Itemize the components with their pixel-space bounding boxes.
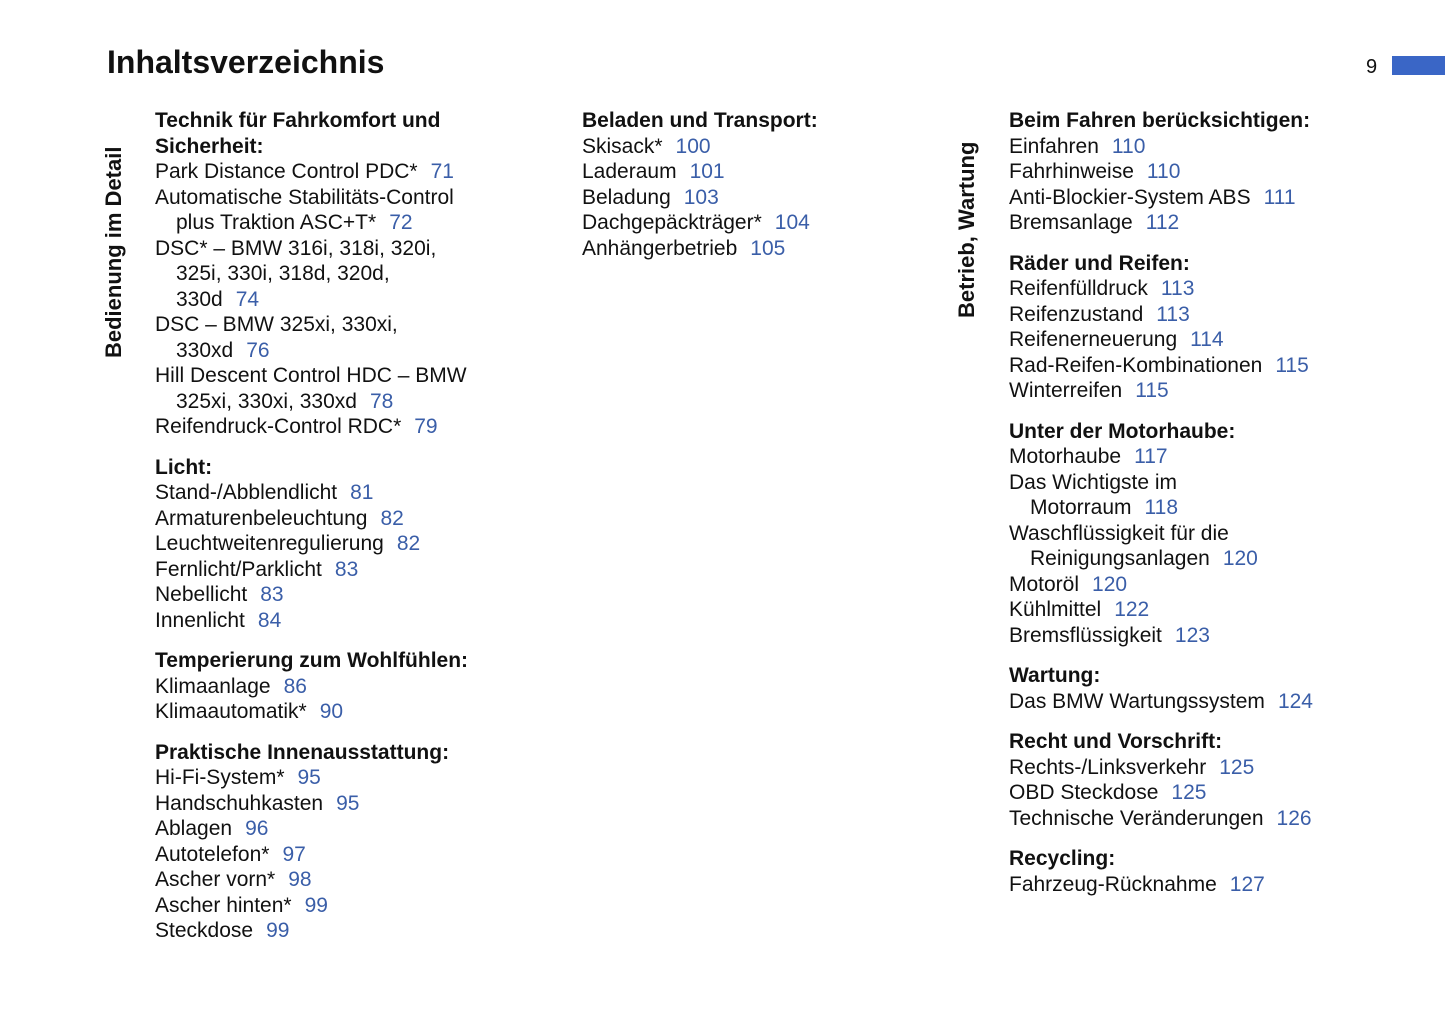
section-heading: Beladen und Transport: — [582, 109, 818, 132]
page-reference-link[interactable]: 118 — [1144, 496, 1179, 519]
toc-column-3 — [1009, 108, 1409, 912]
page-reference-link[interactable]: 114 — [1190, 328, 1224, 351]
toc-section — [1009, 251, 1409, 404]
page-reference-link[interactable]: 113 — [1160, 277, 1195, 300]
toc-entry[interactable] — [155, 159, 525, 185]
section-heading: Unter der Motorhaube: — [1009, 419, 1236, 443]
entry-title: Laderaum — [582, 160, 677, 183]
toc-entry[interactable] — [1009, 780, 1409, 806]
section-heading: Räder und Reifen: — [1009, 251, 1190, 275]
entry-title: Park Distance Control PDC* — [155, 160, 418, 183]
toc-entry[interactable] — [1009, 755, 1409, 781]
entry-title: Das BMW Wartungssystem — [1009, 689, 1265, 713]
toc-section — [1009, 419, 1409, 649]
toc-entry[interactable] — [1009, 521, 1409, 572]
entry-title: Fahrzeug-Rücknahme — [1009, 872, 1217, 896]
page-reference-link[interactable]: 83 — [260, 583, 284, 606]
toc-entry[interactable] — [582, 185, 902, 211]
toc-entry[interactable] — [155, 674, 525, 700]
entry-title: Skisack* — [582, 134, 663, 158]
toc-entry[interactable] — [155, 531, 525, 557]
page-reference-link[interactable]: 79 — [414, 415, 438, 438]
toc-entry[interactable] — [1009, 327, 1409, 353]
entry-title: Das Wichtigste im — [1009, 470, 1178, 494]
toc-entry[interactable] — [1009, 597, 1409, 623]
section-heading: Temperierung zum Wohlfühlen: — [155, 649, 469, 672]
page-reference-link[interactable]: 82 — [396, 532, 421, 555]
toc-entry[interactable] — [1009, 378, 1409, 404]
section-heading: Recycling: — [1009, 847, 1116, 870]
page-reference-link[interactable]: 82 — [380, 506, 404, 530]
entry-title: Reifenerneuerung — [1009, 328, 1178, 351]
page-reference-link[interactable]: 95 — [297, 766, 321, 789]
entry-title: Stand-/Abblendlicht — [155, 481, 338, 504]
entry-title: Technische Veränderungen — [1009, 806, 1264, 830]
entry-title: Nebellicht — [155, 583, 248, 606]
entry-title: Kühlmittel — [1009, 598, 1102, 621]
entry-title: Reifendruck-Control RDC* — [155, 415, 402, 438]
toc-entry[interactable] — [1009, 185, 1409, 211]
toc-entry[interactable] — [1009, 470, 1409, 521]
toc-section — [1009, 846, 1409, 897]
page-reference-link[interactable]: 117 — [1134, 445, 1168, 468]
toc-entry[interactable] — [155, 608, 525, 634]
page-reference-link[interactable]: 84 — [257, 608, 282, 632]
entry-title: Fernlicht/Parklicht — [155, 557, 322, 581]
page-title: Inhaltsverzeichnis — [107, 44, 385, 80]
toc-section — [1009, 729, 1409, 831]
toc-entry[interactable] — [155, 363, 525, 414]
toc-entry[interactable] — [155, 791, 525, 817]
toc-entry[interactable] — [1009, 623, 1409, 649]
page-reference-link[interactable]: 120 — [1222, 547, 1258, 570]
toc-entry[interactable] — [1009, 572, 1409, 598]
toc-entry[interactable] — [1009, 689, 1409, 715]
entry-title: Rechts-/Linksverkehr — [1009, 755, 1207, 779]
toc-section — [155, 648, 525, 725]
page-reference-link[interactable]: 123 — [1174, 623, 1210, 647]
toc-entry[interactable] — [1009, 353, 1409, 379]
entry-title: Klimaanlage — [155, 674, 271, 698]
page-reference-link[interactable]: 100 — [675, 134, 711, 158]
entry-title: Bremsflüssigkeit — [1009, 623, 1162, 647]
entry-title: Einfahren — [1009, 134, 1099, 158]
page-reference-link[interactable]: 72 — [389, 211, 413, 234]
entry-title: Dachgepäckträger* — [582, 211, 762, 234]
entry-title: Leuchtweitenregulierung — [155, 532, 384, 555]
entry-title: Ascher hinten* — [155, 893, 292, 917]
toc-entry[interactable] — [582, 159, 902, 185]
entry-title: Motoröl — [1009, 572, 1080, 596]
page-reference-link[interactable]: 96 — [245, 817, 269, 840]
toc-entry[interactable] — [582, 134, 902, 160]
page-reference-link[interactable]: 71 — [430, 160, 454, 183]
entry-title: Winterreifen — [1009, 379, 1123, 402]
toc-section — [1009, 108, 1409, 236]
page-reference-link[interactable]: 97 — [282, 842, 306, 866]
entry-title: Hi-Fi-System* — [155, 766, 285, 789]
entry-title: plus Traktion ASC+T* — [176, 211, 377, 234]
entry-title: Motorraum — [1030, 496, 1132, 519]
entry-title: Bremsanlage — [1009, 211, 1133, 234]
side-label-betrieb: Betrieb, Wartung — [954, 141, 979, 318]
toc-section — [155, 740, 525, 944]
entry-title: Anhängerbetrieb — [582, 236, 738, 260]
entry-title: DSC* – BMW 316i, 318i, 320i, — [155, 236, 437, 260]
page-reference-link[interactable]: 122 — [1114, 598, 1150, 621]
entry-title: Fahrhinweise — [1009, 160, 1134, 183]
page-reference-link[interactable]: 74 — [235, 287, 260, 311]
entry-title: Ablagen — [155, 817, 233, 840]
page-tab-marker — [1392, 56, 1445, 75]
toc-entry[interactable] — [155, 699, 525, 725]
page-reference-link[interactable]: 81 — [350, 481, 374, 504]
toc-entry[interactable] — [155, 582, 525, 608]
toc-entry[interactable] — [1009, 444, 1409, 470]
section-heading: Sicherheit: — [155, 134, 264, 158]
toc-entry[interactable] — [1009, 134, 1409, 160]
toc-entry[interactable] — [155, 236, 525, 313]
page-reference-link[interactable]: 110 — [1111, 134, 1146, 158]
page-reference-link[interactable]: 86 — [283, 674, 307, 698]
toc-section — [155, 108, 525, 440]
entry-title: 330xd — [176, 338, 234, 362]
entry-title: Reifenzustand — [1009, 302, 1144, 326]
toc-entry[interactable] — [155, 816, 525, 842]
toc-entry[interactable] — [1009, 806, 1409, 832]
page-reference-link[interactable]: 83 — [334, 557, 359, 581]
page-reference-link[interactable]: 103 — [683, 185, 719, 209]
section-heading: Beim Fahren berücksichtigen: — [1009, 109, 1311, 132]
toc-entry[interactable] — [582, 236, 902, 262]
entry-title: Armaturenbeleuchtung — [155, 506, 368, 530]
entry-title: 325xi, 330xi, 330xd — [176, 389, 357, 413]
toc-entry[interactable] — [155, 480, 525, 506]
entry-title: Beladung — [582, 185, 671, 209]
toc-entry[interactable] — [582, 210, 902, 236]
toc-entry[interactable] — [155, 765, 525, 791]
page-reference-link[interactable]: 95 — [336, 791, 360, 815]
toc-column-1 — [155, 108, 525, 959]
page-reference-link[interactable]: 76 — [246, 338, 270, 362]
toc-entry[interactable] — [155, 414, 525, 440]
page-reference-link[interactable]: 126 — [1276, 806, 1312, 830]
entry-title: Ascher vorn* — [155, 868, 276, 891]
side-label-bedienung: Bedienung im Detail — [101, 146, 126, 358]
entry-title: Innenlicht — [155, 608, 245, 632]
page-reference-link[interactable]: 105 — [750, 236, 786, 260]
toc-entry[interactable] — [155, 867, 525, 893]
entry-title: Waschflüssigkeit für die — [1009, 521, 1229, 545]
toc-entry[interactable] — [155, 842, 525, 868]
section-heading: Wartung: — [1009, 664, 1101, 687]
entry-title: Handschuhkasten — [155, 791, 324, 815]
toc-entry[interactable] — [155, 312, 525, 363]
page-reference-link[interactable]: 78 — [369, 389, 394, 413]
entry-title: Automatische Stabilitäts-Control — [155, 185, 454, 209]
entry-title: 330d — [176, 287, 223, 311]
toc-column-2 — [582, 108, 902, 276]
page-reference-link[interactable]: 90 — [319, 700, 344, 723]
entry-title: OBD Steckdose — [1009, 781, 1159, 804]
section-heading: Recht und Vorschrift: — [1009, 730, 1223, 753]
page-reference-link[interactable]: 99 — [266, 919, 290, 942]
entry-title: 325i, 330i, 318d, 320d, — [176, 262, 390, 285]
page-reference-link[interactable]: 115 — [1275, 353, 1309, 377]
entry-title: DSC – BMW 325xi, 330xi, — [155, 313, 398, 336]
toc-entry[interactable] — [1009, 302, 1409, 328]
page-reference-link[interactable]: 115 — [1135, 379, 1169, 402]
entry-title: Rad-Reifen-Kombinationen — [1009, 353, 1263, 377]
entry-title: Reinigungsanlagen — [1030, 547, 1210, 570]
section-heading: Licht: — [155, 455, 213, 479]
page-reference-link[interactable]: 112 — [1145, 211, 1180, 234]
section-heading: Technik für Fahrkomfort und — [155, 109, 441, 132]
page-reference-link[interactable]: 125 — [1219, 755, 1255, 779]
page-number: 9 — [1366, 56, 1378, 78]
page-reference-link[interactable]: 101 — [689, 160, 725, 183]
toc-entry[interactable] — [155, 506, 525, 532]
entry-title: Anti-Blockier-System ABS — [1009, 185, 1251, 209]
toc-entry[interactable] — [1009, 159, 1409, 185]
page-reference-link[interactable]: 124 — [1277, 689, 1313, 713]
toc-section — [155, 455, 525, 634]
toc-entry[interactable] — [1009, 872, 1409, 898]
page-reference-link[interactable]: 125 — [1171, 781, 1207, 804]
toc-entry[interactable] — [155, 185, 525, 236]
page-reference-link[interactable]: 127 — [1229, 872, 1265, 896]
entry-title: Steckdose — [155, 919, 254, 942]
toc-entry[interactable] — [155, 557, 525, 583]
page-reference-link[interactable]: 113 — [1156, 302, 1190, 326]
section-heading: Praktische Innenausstattung: — [155, 740, 450, 764]
page-reference-link[interactable]: 111 — [1263, 185, 1296, 209]
entry-title: Klimaautomatik* — [155, 700, 307, 723]
entry-title: Reifenfülldruck — [1009, 277, 1148, 300]
toc-entry[interactable] — [1009, 276, 1409, 302]
page-reference-link[interactable]: 99 — [304, 893, 328, 917]
toc-section — [1009, 663, 1409, 714]
toc-section — [582, 108, 902, 261]
toc-entry[interactable] — [1009, 210, 1409, 236]
entry-title: Autotelefon* — [155, 842, 270, 866]
toc-entry[interactable] — [155, 893, 525, 919]
page-reference-link[interactable]: 120 — [1092, 572, 1128, 596]
page-reference-link[interactable]: 104 — [774, 211, 810, 234]
page-reference-link[interactable]: 98 — [288, 868, 312, 891]
entry-title: Motorhaube — [1009, 445, 1122, 468]
page-reference-link[interactable]: 110 — [1146, 160, 1181, 183]
toc-entry[interactable] — [155, 918, 525, 944]
entry-title: Hill Descent Control HDC – BMW — [155, 364, 467, 387]
